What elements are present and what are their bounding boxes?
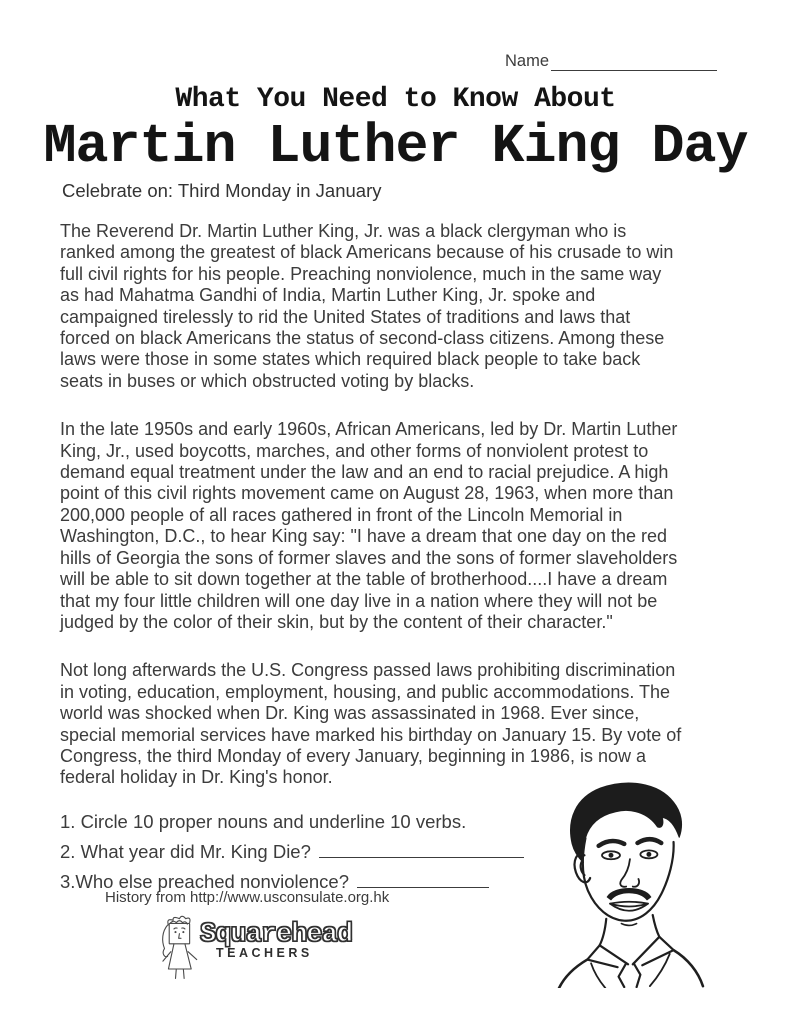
logo-sub-text: TEACHERS [216,946,313,960]
article-body [60,221,684,816]
question-3-text: 3.Who else preached nonviolence? [60,871,349,892]
name-label: Name [505,52,550,70]
answer-blank-3[interactable] [357,871,489,888]
celebrate-line: Celebrate on: Third Monday in January [62,180,382,201]
squarehead-doodle-icon [158,914,204,980]
answer-blank-2[interactable] [319,841,524,858]
attribution-line: History from http://www.usconsulate.org.hk [105,889,390,906]
squarehead-teachers-logo [158,912,368,987]
question-1-text: 1. Circle 10 proper nouns and underline 10 verbs. [60,811,467,832]
worksheet-title: Martin Luther King Day [43,115,748,178]
mlk-portrait-icon [534,770,724,988]
article-paragraph-3: Not long afterwards the U.S. Congress passed laws prohibiting discrimination in voting, education, employment, housing, and public accommodations. The world was shocked when Dr. King was assassinated in 1968. Ever since, special memorial services have marked his birthday on January 15. By vote of Congress, the third Monday of every January, beginning in 1986, is now a federal holiday in Dr. King's honor. [60,660,682,788]
worksheet-subtitle: What You Need to Know About [175,84,616,115]
name-row [505,52,717,71]
article-paragraph-1: The Reverend Dr. Martin Luther King, Jr. was a black clergyman who is ranked among the greatest of black Americans because of his crusade to win full civil rights for his people. Preaching nonviolence, much in the same way as had Mahatma Gandhi of India, Martin Luther King, Jr. spoke and campaigned tirelessly to rid the United States of traditions and laws that forced on black Americans the status of second-class citizens. Among these laws were those in some states which required black people to take back seats in buses or which obstructed voting by blacks. [60,221,674,391]
logo-brand-text: Squarehead [200,920,353,950]
question-2-text: 2. What year did Mr. King Die? [60,841,311,862]
article-paragraph-2: In the late 1950s and early 1960s, African Americans, led by Dr. Martin Luther King, Jr., used boycotts, marches, and other forms of nonviolent protest to demand equal treatment under the law and an end to racial prejudice. A high point of this civil rights movement came on August 28, 1963, when more than 200,000 people of all races gathered in front of the Lincoln Memorial in Washington, D.C., to hear King say: "I have a dream that one day on the red hills of Georgia the sons of former slaves and the sons of former slaveholders will be able to sit down together at the table of brotherhood....I have a dream that my four little children will one day live in a nation where they will not be judged by the color of their skin, but by the content of their character." [60,419,678,632]
name-blank-line[interactable] [551,52,717,71]
